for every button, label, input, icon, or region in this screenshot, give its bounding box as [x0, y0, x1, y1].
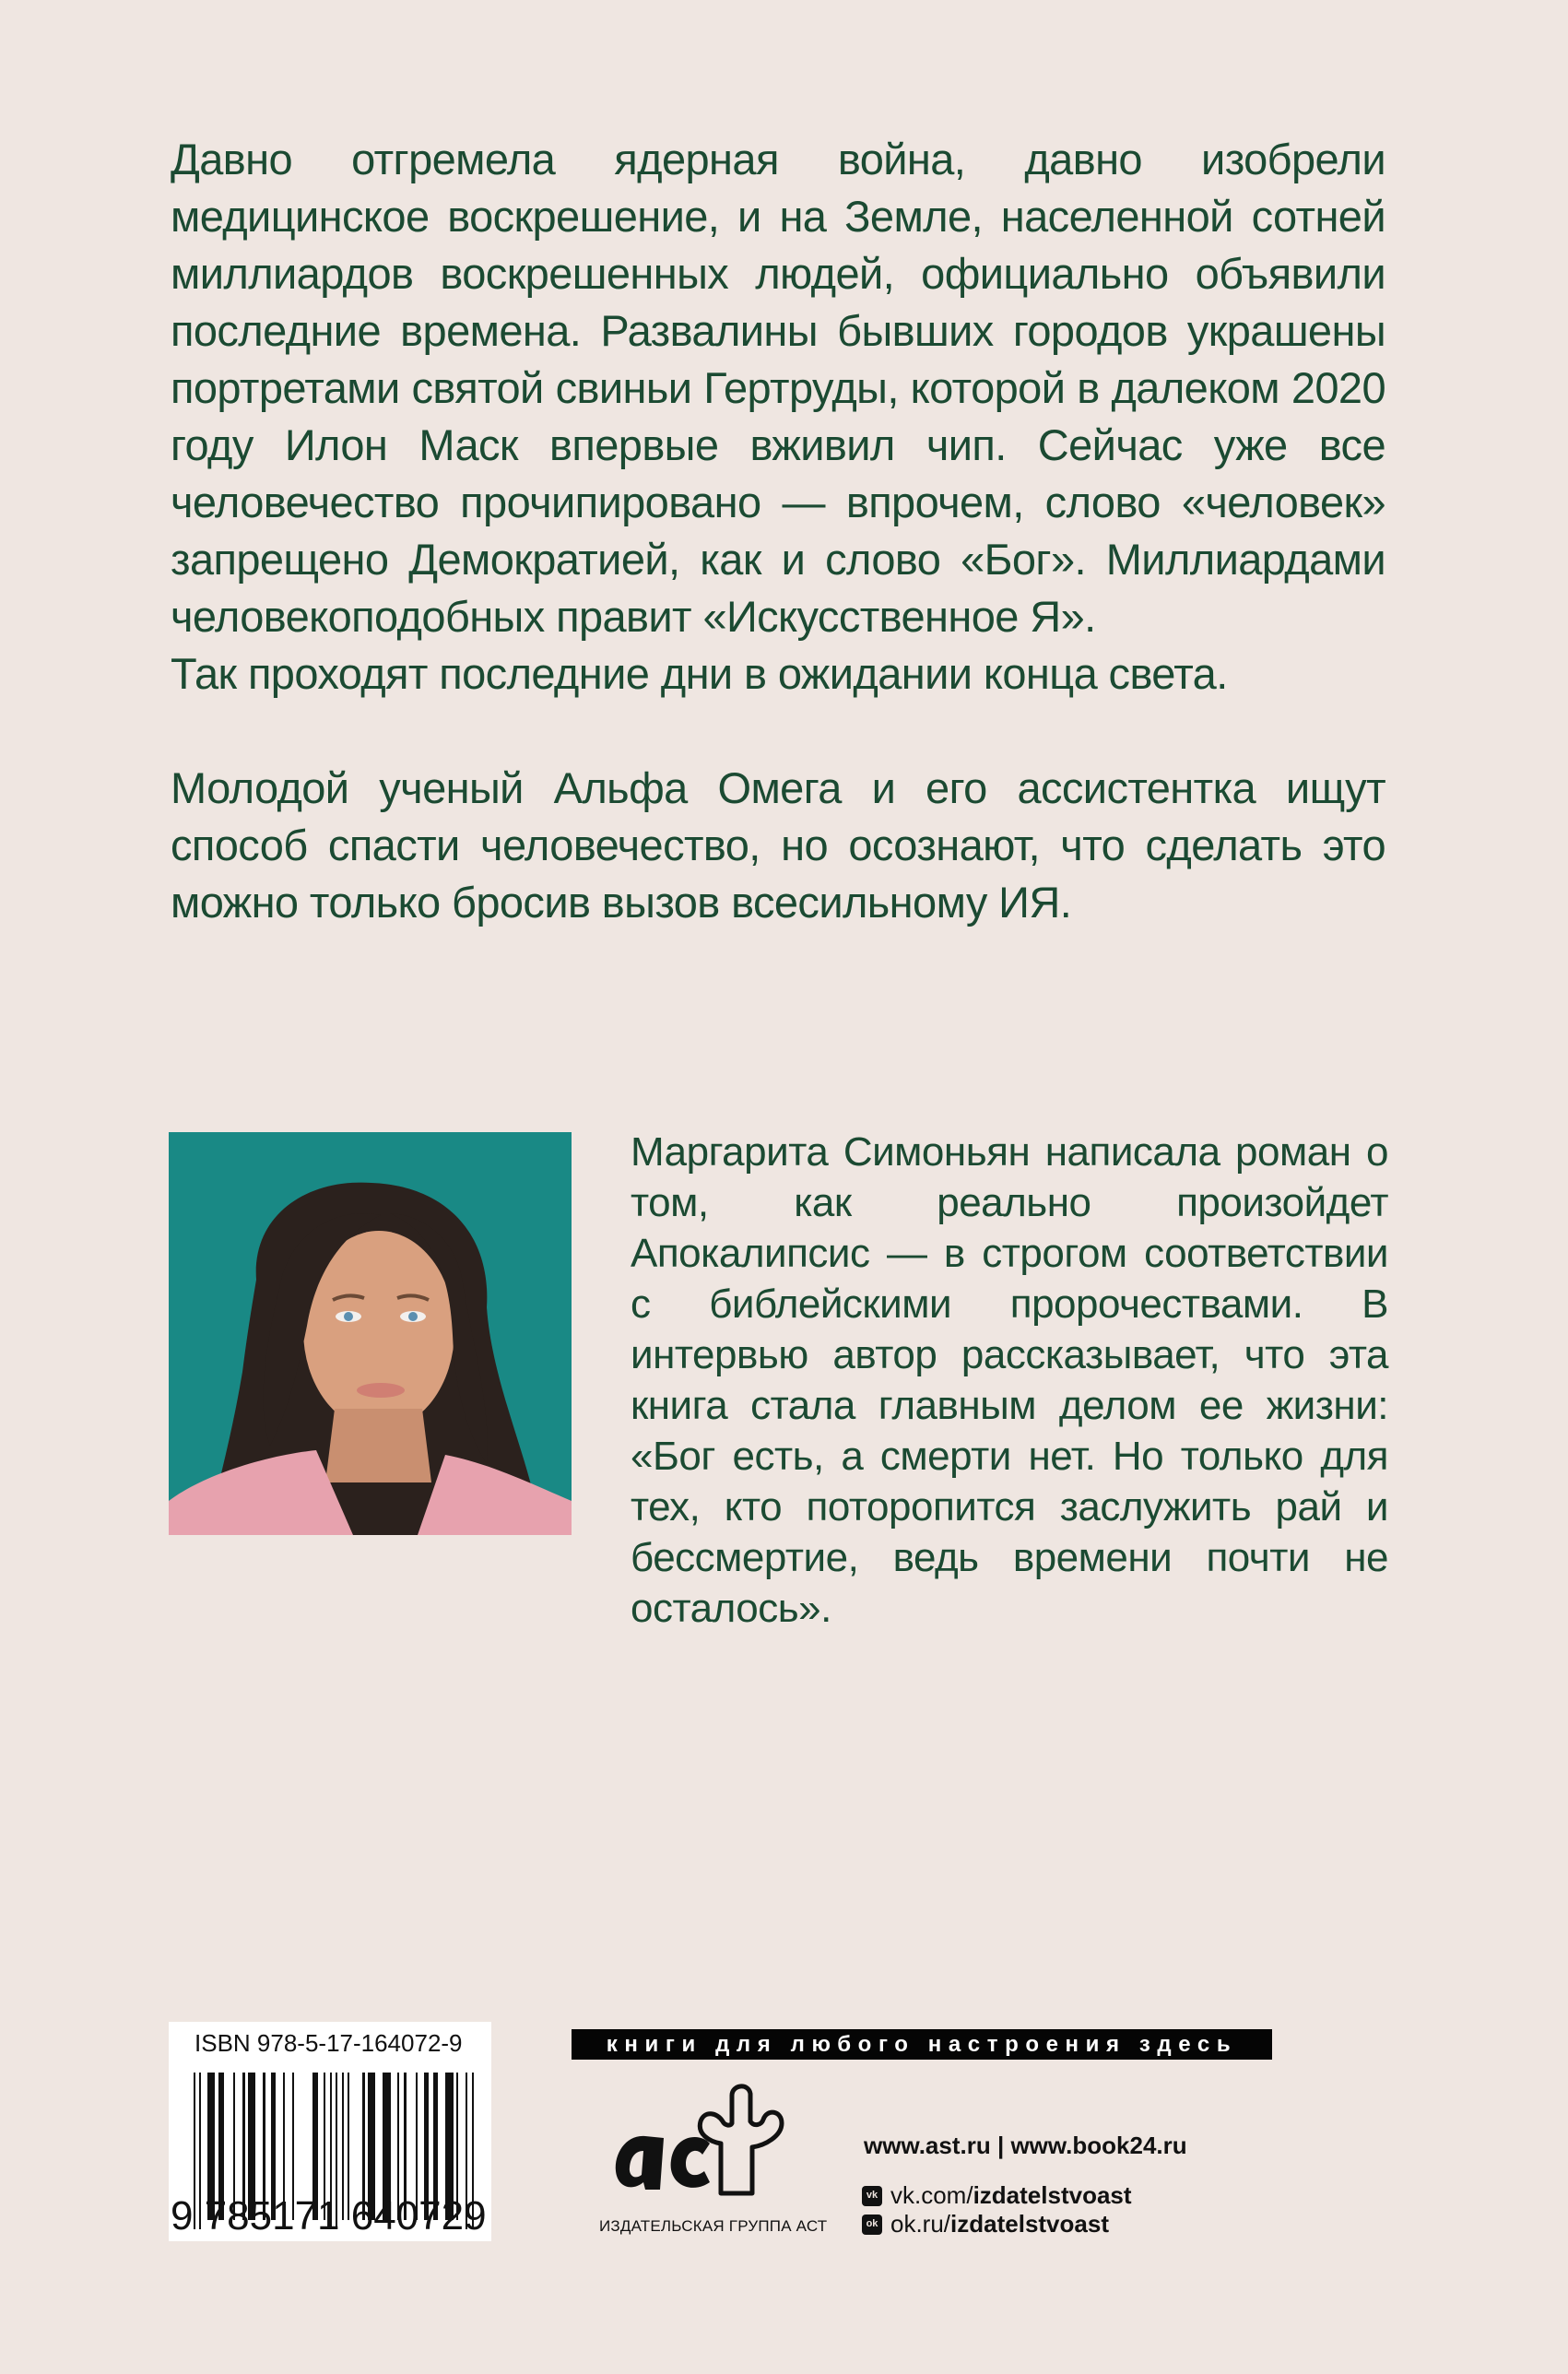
- vk-handle: izdatelstvoast: [973, 2181, 1132, 2209]
- blurb-paragraph-3: Молодой ученый Альфа Омега и его ассистентка ищут способ спасти человечество, но осознают, что сделать это можно только бросив вызов всесильному ИЯ.: [171, 763, 1385, 927]
- barcode-digits: 9 785171 640729: [171, 2193, 487, 2238]
- author-portrait-icon: [169, 1132, 572, 1535]
- ok-prefix: ok.ru/: [890, 2210, 951, 2238]
- author-photo: [169, 1132, 572, 1535]
- odnoklassniki-icon: ok: [862, 2215, 882, 2235]
- vk-prefix: vk.com/: [890, 2181, 973, 2209]
- publisher-logo: [608, 2079, 830, 2208]
- publisher-slogan: книги для любого настроения здесь: [572, 2029, 1272, 2060]
- publisher-name: ИЗДАТЕЛЬСКАЯ ГРУППА АСТ: [599, 2217, 828, 2235]
- isbn-label: ISBN 978-5-17-164072-9: [195, 2029, 463, 2057]
- ast-logo-icon: [608, 2079, 830, 2208]
- vk-icon: vk: [862, 2186, 882, 2206]
- ok-handle: izdatelstvoast: [950, 2210, 1109, 2238]
- blurb-paragraph-2: Так проходят последние дни в ожидании конца света.: [171, 649, 1228, 698]
- vk-link[interactable]: [862, 2181, 1132, 2210]
- publisher-websites[interactable]: www.ast.ru | www.book24.ru: [864, 2132, 1187, 2159]
- author-description: [631, 1127, 1388, 1634]
- blurb-paragraph-1: Давно отгремела ядерная война, давно изобрели медицинское воскрешение, и на Земле, населенной сотней миллиардов воскрешенных людей, официально объявили последние времена. Развалины бывших городов украшены портретами святой свиньи Гертруды, которой в далеком 2020 году Илон Маск впервые вживил чип. Сейчас уже все человечество прочипировано — впрочем, слово «человек» запрещено Демократией, как и слово «Бог». Миллиардами человекоподобных правит «Искусственное Я».: [171, 135, 1385, 641]
- author-description-text: Маргарита Симоньян написала роман о том, как реально произойдет Апокалипсис — в строгом соответствии с библейскими пророчествами. В интервью автор рассказывает, что эта книга стала главным делом ее жизни: «Бог есть, а смерти нет. Но только для тех, кто поторопится заслужить рай и бессмертие, ведь времени почти не осталось».: [631, 1129, 1388, 1631]
- isbn-barcode: [169, 2022, 491, 2241]
- book-blurb: [171, 131, 1385, 931]
- ok-link[interactable]: [862, 2210, 1109, 2238]
